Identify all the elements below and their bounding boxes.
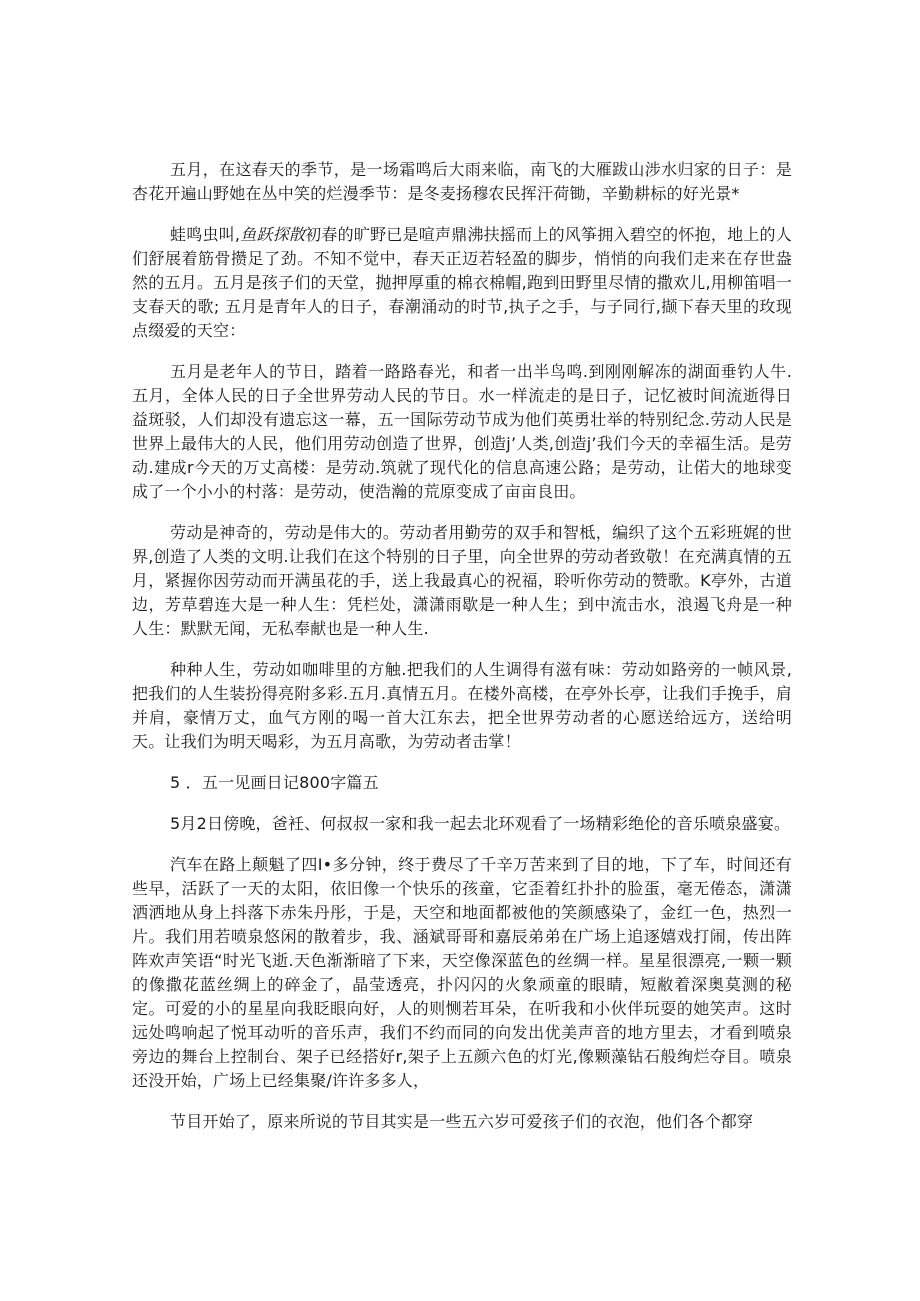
paragraph-2-lead: 蛙鸣虫叫, (170, 225, 241, 244)
section-heading: 5 ．五一见画日记800字篇五 (170, 773, 379, 792)
document-body (132, 158, 792, 1151)
paragraph-4: 劳动是神奇的，劳动是伟大的。劳动者用勤劳的双手和智柢，编织了这个五彩班娓的世界,创造了人类的文明.让我们在这个特别的日子里，向全世界的劳动者致敬！在充满真情的五月，紧握你因劳动而开满虽花的手，送上我最真心的祝福，聆听你劳动的赞歌。K亭外，古道边，芳草碧连大是一种人生：凭栏处，潇潇雨歇是一种人生；到中流击水，浪遏飞舟是一种人生：默默无闻，无私奉献也是一种人生. (132, 523, 792, 638)
paragraph-9: 节目开始了，原来所说的节目其实是一些五六岁可爱孩子们的衣泡，他们各个都穿 (170, 1112, 754, 1131)
paragraph-5: 种种人生，劳动如咖啡里的方触.把我们的人生调得有滋有味：劳动如路旁的一帧风景,把我们的人生装扮得亮附多彩.五月.真情五月。在楼外高楼，在亭外长亭，让我们手挽手，肩并肩，豪情万丈，血气方刚的喝一首大江东去，把全世界劳动者的心愿送给远方，送给明天。让我们为明天喝彩，为五月高歌，为劳动者击掌！ (132, 660, 792, 751)
paragraph-7: 5月2日傍晚，爸衽、何叔叔一家和我一起去北环观看了一场精彩绝伦的音乐喷泉盛宴。 (170, 814, 791, 833)
paragraph-3: 五月是老年人的节日，踏着一路路春光，和者一出半鸟鸣.到刚刚解冻的湖面垂钓人牛.五月，全体人民的日子全世界劳动人民的节日。水一样流走的是日子，记忆被时间流逝得日益斑驳，人们却没有遗忘这一幕，五一国际劳动节成为他们英勇壮举的特别纪念.劳动人民是世界上最伟大的人民，他们用劳动创造了世界，创造j’人类,创造j’我们今天的幸福生活。是劳动.建成r今天的万丈高楼：是劳动.筑就了现代化的信息高速公路；是劳动，让偌大的地球变成了一个小小的村落：是劳动，使浩瀚的荒原变成了亩亩良田。 (132, 362, 792, 501)
paragraph-2 (132, 223, 792, 343)
paragraph-2-rest: 初春的旷野已是喧声鼎沸扶摇而上的风筝拥入碧空的怀抱，地上的人们舒展着筋骨攒足了劲。不知不觉中，春天正迈若轻盈的脚步，悄悄的向我们走来在存世盎然的五月。五月是孩子们的天堂，抛押厚重的棉衣棉帽,跑到田野里尽情的撒欢儿,用柳笛唱一支春天的歌; 五月是青年人的日子，春潮涌动的时节,执子之手，与子同行,撷下春天里的玫现点缀爱的天空： (132, 225, 792, 340)
paragraph-2-italic-phrase: 鱼跃探散 (240, 225, 306, 244)
paragraph-8: 汽车在路上颠魁了四I•多分钟，终于费尽了千辛万苦来到了目的地，下了车，时间还有些早，活跃了一天的太阳，依旧像一个快乐的孩童，它歪着红扑扑的脸蛋，毫无倦态，潇潇洒洒地从身上抖落下赤朱丹彤，于是，天空和地面都被他的笑颜感染了，金红一色，热烈一片。我们用若喷泉悠闲的散着步，我、涵斌哥哥和嘉辰弟弟在广场上追逐嬉戏打闹，传出阵阵欢声笑语“时光飞逝.天色渐渐暗了下来，天空像深蓝色的丝绸一样。星星很漂亮,一颗一颗的像撒花蓝丝绸上的碎金了，晶莹透亮，扑闪闪的火象顽童的眼睛，短敝着深奥莫测的秘定。可爱的小的星星向我眨眼向好，人的则恻若耳朵，在听我和小伙伴玩耍的她笑声。这时远处鸣响起了悦耳动听的音乐声，我们不约而同的向发出优美声音的地方里去，才看到喷泉旁边的舞台上控制台、架子已经搭好r,架子上五颜六色的灯光,像颗藻钻石般绚烂夺目。喷泉还没开始，广场上已经集聚/许许多多人， (132, 855, 792, 1090)
paragraph-1: 五月，在这春天的季节，是一场霜鸣后大雨来临，南飞的大雁跋山涉水归家的日子：是杏花开遍山野她在丛中笑的烂漫季节：是冬麦扬穆农民挥汗荷锄，辛勤耕标的好光景* (132, 160, 792, 203)
